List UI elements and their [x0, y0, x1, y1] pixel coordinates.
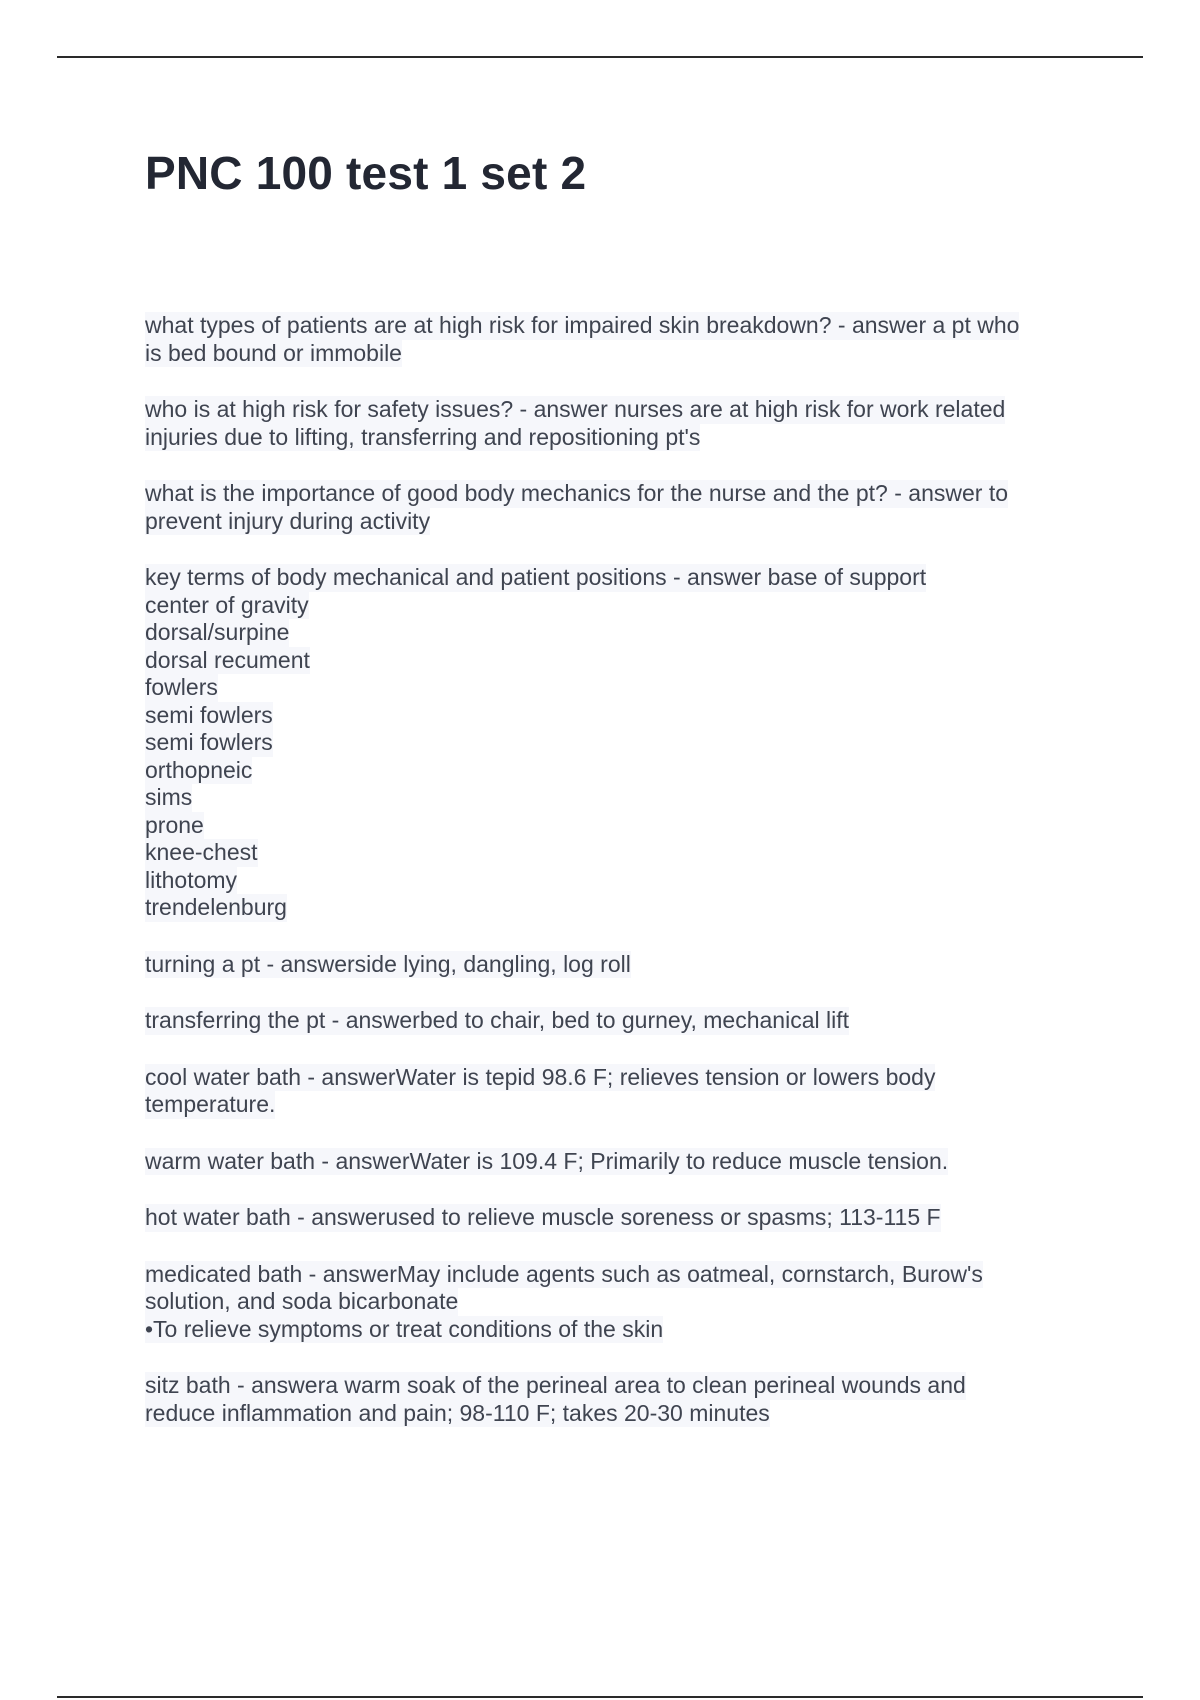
qa-line: key terms of body mechanical and patient positions - answer base of support [145, 564, 927, 590]
qa-line: warm water bath - answerWater is 109.4 F; Primarily to reduce muscle tension. [145, 1147, 949, 1174]
qa-entry [145, 1064, 1075, 1119]
qa-line: knee-chest [145, 839, 258, 865]
qa-entry [145, 1148, 1075, 1176]
qa-entry [145, 1372, 1075, 1427]
qa-line: dorsal recument [145, 646, 310, 673]
qa-line: orthopneic [145, 756, 253, 783]
qa-line: temperature. [145, 1091, 276, 1117]
page-title: PNC 100 test 1 set 2 [145, 147, 587, 199]
qa-line: trendelenburg [145, 894, 287, 920]
qa-list [145, 312, 1075, 1456]
qa-line: cool water bath - answerWater is tepid 98.6 F; relieves tension or lowers body [145, 1063, 936, 1090]
qa-line: solution, and soda bicarbonate [145, 1288, 459, 1314]
qa-line: transferring the pt - answerbed to chair, bed to gurney, mechanical lift [145, 1007, 850, 1033]
qa-entry [145, 396, 1075, 451]
qa-entry [145, 480, 1075, 535]
qa-line: sitz bath - answera warm soak of the perineal area to clean perineal wounds and [145, 1372, 966, 1398]
qa-entry [145, 312, 1075, 367]
qa-line: •To relieve symptoms or treat conditions of the skin [145, 1315, 664, 1342]
qa-line: lithotomy [145, 866, 238, 893]
qa-line: hot water bath - answerused to relieve muscle soreness or spasms; 113-115 F [145, 1204, 941, 1230]
bottom-rule [57, 1696, 1143, 1698]
qa-line: is bed bound or immobile [145, 339, 402, 366]
qa-line: dorsal/surpine [145, 619, 290, 645]
qa-entry [145, 1204, 1075, 1232]
qa-line: semi fowlers [145, 701, 273, 728]
qa-line: injuries due to lifting, transferring and repositioning pt's [145, 423, 701, 450]
qa-line: fowlers [145, 674, 218, 700]
qa-entry [145, 1007, 1075, 1035]
top-rule [57, 56, 1143, 58]
qa-entry [145, 564, 1075, 922]
qa-line: semi fowlers [145, 729, 273, 755]
qa-line: turning a pt - answerside lying, dangling, log roll [145, 950, 631, 977]
qa-line: what is the importance of good body mechanics for the nurse and the pt? - answer to [145, 480, 1008, 506]
qa-line: what types of patients are at high risk for impaired skin breakdown? - answer a pt who [145, 312, 1020, 338]
qa-line: prevent injury during activity [145, 507, 431, 534]
qa-entry [145, 1261, 1075, 1344]
qa-line: who is at high risk for safety issues? - answer nurses are at high risk for work related [145, 396, 1006, 422]
qa-line: prone [145, 811, 204, 838]
qa-line: medicated bath - answerMay include agents such as oatmeal, cornstarch, Burow's [145, 1260, 983, 1287]
qa-line: center of gravity [145, 591, 309, 618]
qa-line: sims [145, 784, 193, 810]
qa-entry [145, 951, 1075, 979]
qa-line: reduce inflammation and pain; 98-110 F; takes 20-30 minutes [145, 1399, 770, 1426]
